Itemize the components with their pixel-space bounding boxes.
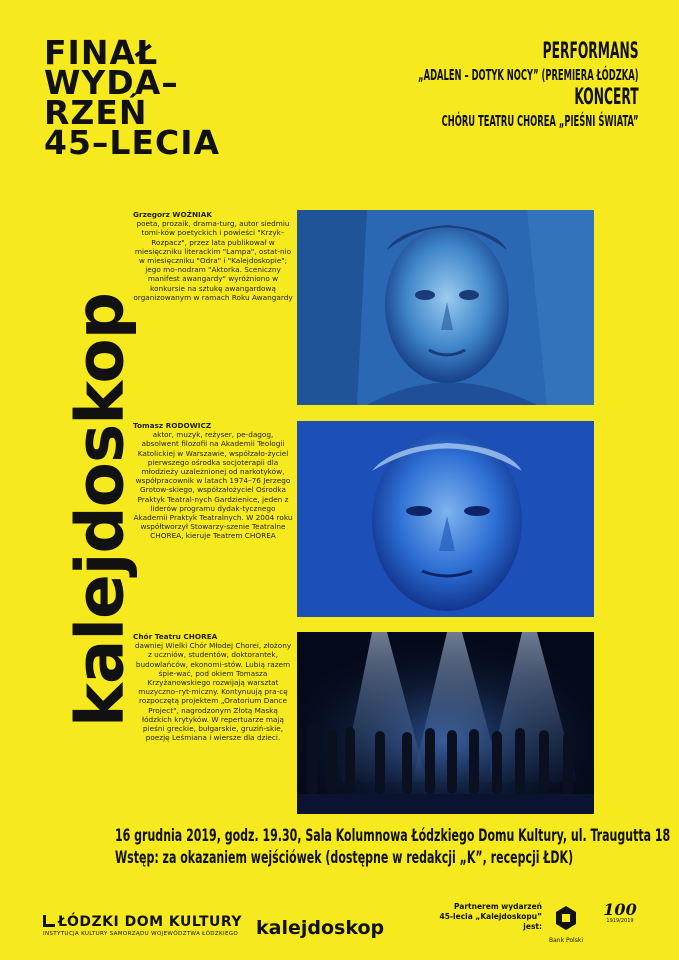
portrait-image bbox=[297, 421, 594, 617]
anniversary-mark: 100 bbox=[603, 900, 637, 919]
bio-text: aktor, muzyk, reżyser, pe-dagog, absolwent filozofii na Akademii Teologii Katolickiej w Warszawie, współzało-życiel pierwszego ośrodka socjoterapii dla młodzieży uzależnionej od narkotyków, współpracownik w latach 1974–76 Jerzego Grotow-skiego, współzałożyciel Ośrodka Praktyk Teatral-nych Gardzienice, jeden z liderów programu dydak-tycznego Akademii Praktyk Teatralnych. W 2004 roku współtworzył Stowarzy-szenie Teatralne CHOREA, kieruje Teatrem CHOREA bbox=[133, 430, 293, 541]
ldk-name-text: ŁÓDZKI DOM KULTURY bbox=[58, 914, 243, 930]
bio-name: Tomasz RODOWICZ bbox=[133, 421, 212, 430]
partner-line-2: 45-lecia „Kalejdoskopu” jest: bbox=[439, 912, 542, 931]
performance-description: „ADALEN – DOTYK NOCY” (PREMIERA ŁÓDZKA) bbox=[418, 66, 639, 84]
event-program bbox=[283, 40, 639, 132]
anniversary-logo bbox=[602, 902, 638, 924]
bio-wozniak bbox=[133, 210, 293, 302]
portrait-image bbox=[297, 210, 594, 405]
bio-rodowicz bbox=[133, 421, 293, 541]
ldk-mark-icon bbox=[43, 915, 55, 927]
bio-text: poeta, prozaik, drama-turg, autor siedmiu tomi-ków poetyckich i powieści "Krzyk–Rozpacz", przez lata publikował w miesięczniku literackim "Lampa", ostat-nio w miesięczniku "Odra" i "Kalejdoskopie"; jego mo-nodram "Aktorka. Sceniczny manifest awangardy" wyróżniono w konkursie na sztukę awangardową organizowanym w ramach Roku Awangardy bbox=[133, 219, 293, 302]
stage-image bbox=[297, 632, 594, 814]
ldk-logo bbox=[43, 914, 242, 937]
photo-rodowicz bbox=[297, 421, 594, 617]
event-admission: Wstęp: za okazaniem wejściówek (dostępne w redakcji „K”, recepcji ŁDK) bbox=[115, 848, 574, 868]
partner-line-1: Partnerem wydarzeń bbox=[453, 902, 542, 911]
photo-wozniak bbox=[297, 210, 594, 405]
photo-choir-stage bbox=[297, 632, 594, 814]
kalejdoskop-logo: kalejdoskop bbox=[256, 917, 385, 939]
partner-note bbox=[430, 902, 542, 932]
pko-icon bbox=[554, 904, 578, 932]
event-details bbox=[115, 825, 679, 869]
title-line-3: RZEŃ bbox=[44, 93, 148, 132]
event-title bbox=[44, 33, 221, 162]
title-line-1: FINAŁ bbox=[44, 33, 159, 72]
title-line-4: 45–LECIA bbox=[44, 123, 221, 162]
bank-polski-logo bbox=[549, 904, 583, 944]
sponsor-logos bbox=[0, 890, 679, 960]
anniversary-years: 1919/2019 bbox=[606, 918, 634, 924]
vertical-magazine-title bbox=[61, 205, 139, 815]
vertical-title-text: kalejdoskop bbox=[61, 292, 139, 728]
bio-text: dawniej Wielki Chór Młodej Chorei, złożony z uczniów, studentów, doktorantek, budowlańców, ekonomi-stów. Lubią razem śpie-wać, pod okiem Tomasza Krzyżanowskiego rozwijają warsztat muzyczno–ryt-miczny. Kontynuują pra-cę rozpoczętą projektem „Oratorium Dance Project", nagrodzonym Złotą Maską łódzkich krytyków. W repertuarze mają pieśni greckie, bułgarskie, gruziń-skie, poezję Leśmiana i wiersze dla dzieci. bbox=[134, 641, 292, 743]
performance-heading: PERFORMANS bbox=[543, 39, 639, 64]
bio-chorea-choir bbox=[133, 632, 293, 742]
bio-name: Grzegorz WOŹNIAK bbox=[133, 210, 213, 219]
event-date-location: 16 grudnia 2019, godz. 19.30, Sala Kolumnowa Łódzkiego Domu Kultury, ul. Traugutta 18 bbox=[115, 826, 671, 846]
title-line-2: WYDA– bbox=[44, 63, 179, 102]
concert-description: CHÓRU TEATRU CHOREA „PIEŚNI ŚWIATA” bbox=[442, 112, 639, 130]
concert-heading: KONCERT bbox=[574, 85, 639, 110]
bio-name: Chór Teatru CHOREA bbox=[133, 632, 218, 641]
ldk-subtitle: INSTYTUCJA KULTURY SAMORZĄDU WOJEWÓDZTWA ŁÓDZKIEGO bbox=[43, 931, 239, 937]
ldk-name bbox=[43, 914, 242, 930]
bank-label: Bank Polski bbox=[549, 937, 583, 944]
